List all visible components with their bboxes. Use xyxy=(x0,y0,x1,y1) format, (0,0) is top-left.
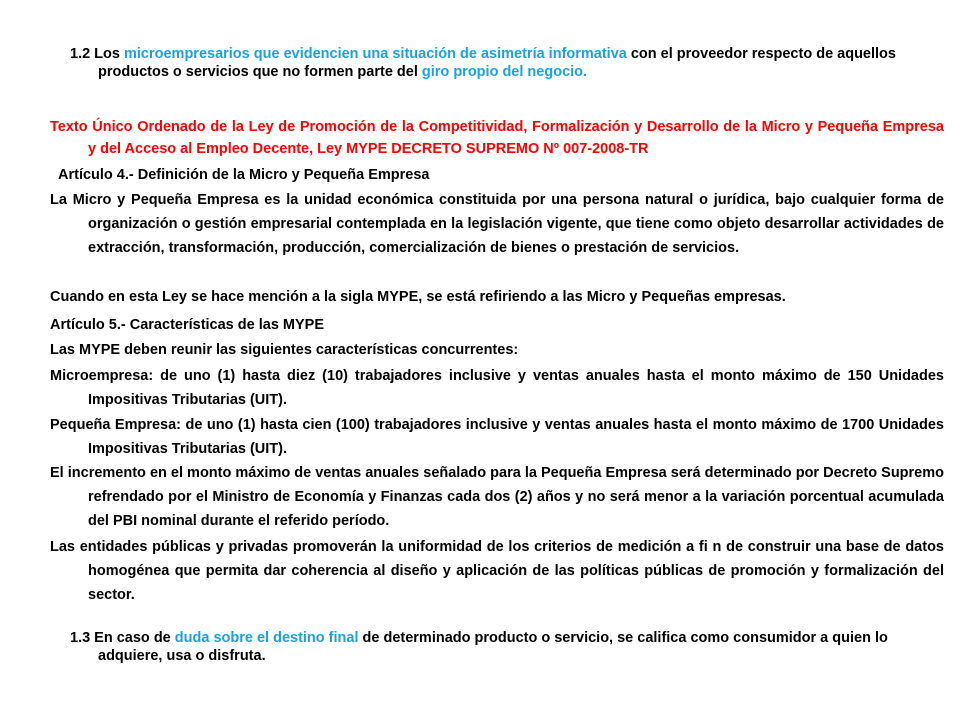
article-4-text: La Micro y Pequeña Empresa es la unidad económica constituida por una persona natural o jurídica, bajo cualquier forma de organización o gestión empresarial contemplada en la legislación vigente, que tiene como objeto desarrollar actividades de extracción, transformación, producción, comercialización de bienes o prestación de servicios. xyxy=(50,192,944,256)
entidades-text: Las entidades públicas y privadas promoverán la uniformidad de los criterios de medición a fi n de construir una base de datos homogénea que permita dar coherencia al diseño y aplicación de las políticas públicas de promoción y formalización del sector. xyxy=(50,539,944,603)
incremento-text: El incremento en el monto máximo de ventas anuales señalado para la Pequeña Empresa será determinado por Decreto Supremo refrendado por el Ministro de Economía y Finanzas cada dos (2) años y no será menor a la variación porcentual acumulada del PBI nominal durante el referido período. xyxy=(50,465,944,529)
item-1-3 xyxy=(50,629,954,665)
article-5-intro: Las MYPE deben reunir las siguientes características concurrentes: xyxy=(50,342,519,358)
microempresa-text: Microempresa: de uno (1) hasta diez (10) trabajadores inclusive y ventas anuales hasta el monto máximo de 150 Unidades Impositivas Tributarias (UIT). xyxy=(50,368,944,408)
item-1-2-highlight-b: giro propio del negocio. xyxy=(421,64,588,80)
item-1-3-highlight: duda sobre el destino final xyxy=(174,630,359,646)
mype-note: Cuando en esta Ley se hace mención a la sigla MYPE, se está refiriendo a las Micro y Pequeñas empresas. xyxy=(50,289,786,305)
item-1-2-text-a: 1.2 Los xyxy=(70,46,124,62)
article-4-heading: Artículo 4.- Definición de la Micro y Pequeña Empresa xyxy=(58,167,430,183)
item-1-2-highlight-a: microempresarios que evidencien una situación de asimetría informativa xyxy=(124,46,627,62)
item-1-3-text-b: de determinado producto o servicio, se califica como consumidor a quien lo adquiere, usa o disfruta. xyxy=(98,630,888,664)
item-1-2 xyxy=(50,45,954,81)
article-5-heading: Artículo 5.- Características de las MYPE xyxy=(50,317,324,333)
item-1-2-text-b: con el proveedor respecto de aquellos productos o servicios que no formen parte del xyxy=(98,46,896,80)
pequena-empresa-text: Pequeña Empresa: de uno (1) hasta cien (100) trabajadores inclusive y ventas anuales hasta el monto máximo de 1700 Unidades Impositivas Tributarias (UIT). xyxy=(50,417,944,457)
item-1-3-text-a: 1.3 En caso de xyxy=(70,630,175,646)
law-title: Texto Único Ordenado de la Ley de Promoción de la Competitividad, Formalización y Desarrollo de la Micro y Pequeña Empresa y del Acceso al Empleo Decente, Ley MYPE DECRETO SUPREMO Nº 007-2008-TR xyxy=(50,119,944,157)
